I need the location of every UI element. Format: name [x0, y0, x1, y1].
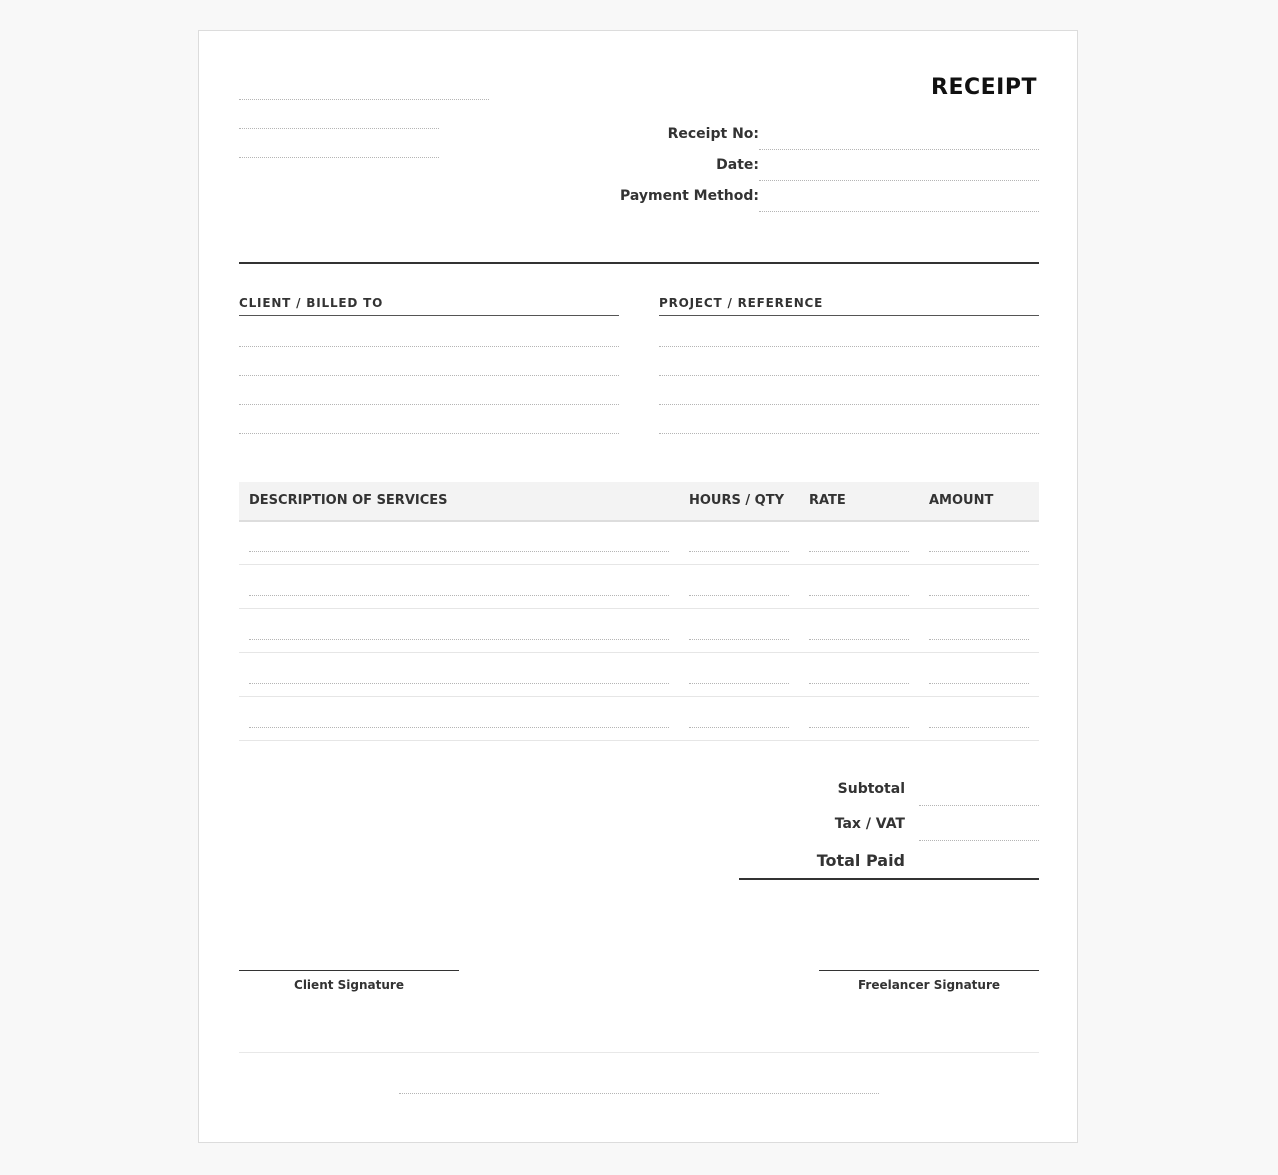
row-1-description-field[interactable]: [249, 551, 669, 552]
client-section-rule: [239, 315, 619, 316]
row-4-hours-field[interactable]: [689, 683, 789, 684]
client-line-2[interactable]: [239, 375, 619, 376]
project-section-rule: [659, 315, 1039, 316]
table-row-separator: [239, 740, 1039, 741]
row-4-amount-field[interactable]: [929, 683, 1029, 684]
total-paid-label: Total Paid: [816, 851, 905, 870]
column-header-hours-qty: HOURS / QTY: [689, 493, 784, 508]
row-3-description-field[interactable]: [249, 639, 669, 640]
date-label: Date:: [716, 157, 759, 173]
tax-vat-field[interactable]: [919, 840, 1039, 841]
row-3-rate-field[interactable]: [809, 639, 909, 640]
client-signature-line[interactable]: [239, 970, 459, 971]
freelancer-signature-line[interactable]: [819, 970, 1039, 971]
date-field[interactable]: [759, 180, 1039, 181]
services-table-header: [239, 482, 1039, 522]
row-1-amount-field[interactable]: [929, 551, 1029, 552]
row-4-rate-field[interactable]: [809, 683, 909, 684]
project-line-1[interactable]: [659, 346, 1039, 347]
table-row-separator: [239, 696, 1039, 697]
project-line-2[interactable]: [659, 375, 1039, 376]
page-title: RECEIPT: [931, 75, 1037, 100]
receipt-sheet: [198, 30, 1078, 1143]
sender-address-line[interactable]: [239, 128, 439, 129]
footer-divider: [239, 1052, 1039, 1053]
tax-vat-label: Tax / VAT: [834, 816, 905, 832]
table-row-separator: [239, 652, 1039, 653]
freelancer-signature-label: Freelancer Signature: [857, 978, 1001, 992]
table-row-separator: [239, 564, 1039, 565]
row-4-description-field[interactable]: [249, 683, 669, 684]
project-line-4[interactable]: [659, 433, 1039, 434]
subtotal-field[interactable]: [919, 805, 1039, 806]
payment-method-field[interactable]: [759, 211, 1039, 212]
row-2-description-field[interactable]: [249, 595, 669, 596]
client-section-heading: CLIENT / BILLED TO: [239, 296, 384, 310]
column-header-description: DESCRIPTION OF SERVICES: [249, 493, 448, 508]
column-header-amount: AMOUNT: [929, 493, 994, 508]
client-line-4[interactable]: [239, 433, 619, 434]
row-5-hours-field[interactable]: [689, 727, 789, 728]
row-5-description-field[interactable]: [249, 727, 669, 728]
client-signature-label: Client Signature: [294, 978, 404, 992]
subtotal-label: Subtotal: [837, 781, 905, 797]
header-divider: [239, 262, 1039, 264]
row-3-hours-field[interactable]: [689, 639, 789, 640]
row-2-amount-field[interactable]: [929, 595, 1029, 596]
row-2-hours-field[interactable]: [689, 595, 789, 596]
row-5-amount-field[interactable]: [929, 727, 1029, 728]
sender-contact-line[interactable]: [239, 157, 439, 158]
row-1-hours-field[interactable]: [689, 551, 789, 552]
table-row-separator: [239, 608, 1039, 609]
row-2-rate-field[interactable]: [809, 595, 909, 596]
column-header-rate: RATE: [809, 493, 846, 508]
row-5-rate-field[interactable]: [809, 727, 909, 728]
sender-name-line[interactable]: [239, 99, 489, 100]
row-1-rate-field[interactable]: [809, 551, 909, 552]
total-paid-rule: [739, 878, 1039, 880]
row-3-amount-field[interactable]: [929, 639, 1029, 640]
receipt-no-label: Receipt No:: [667, 126, 759, 142]
project-line-3[interactable]: [659, 404, 1039, 405]
client-line-3[interactable]: [239, 404, 619, 405]
receipt-no-field[interactable]: [759, 149, 1039, 150]
client-line-1[interactable]: [239, 346, 619, 347]
payment-method-label: Payment Method:: [620, 188, 759, 204]
project-section-heading: PROJECT / REFERENCE: [659, 296, 824, 310]
footer-note-line[interactable]: [399, 1093, 879, 1094]
